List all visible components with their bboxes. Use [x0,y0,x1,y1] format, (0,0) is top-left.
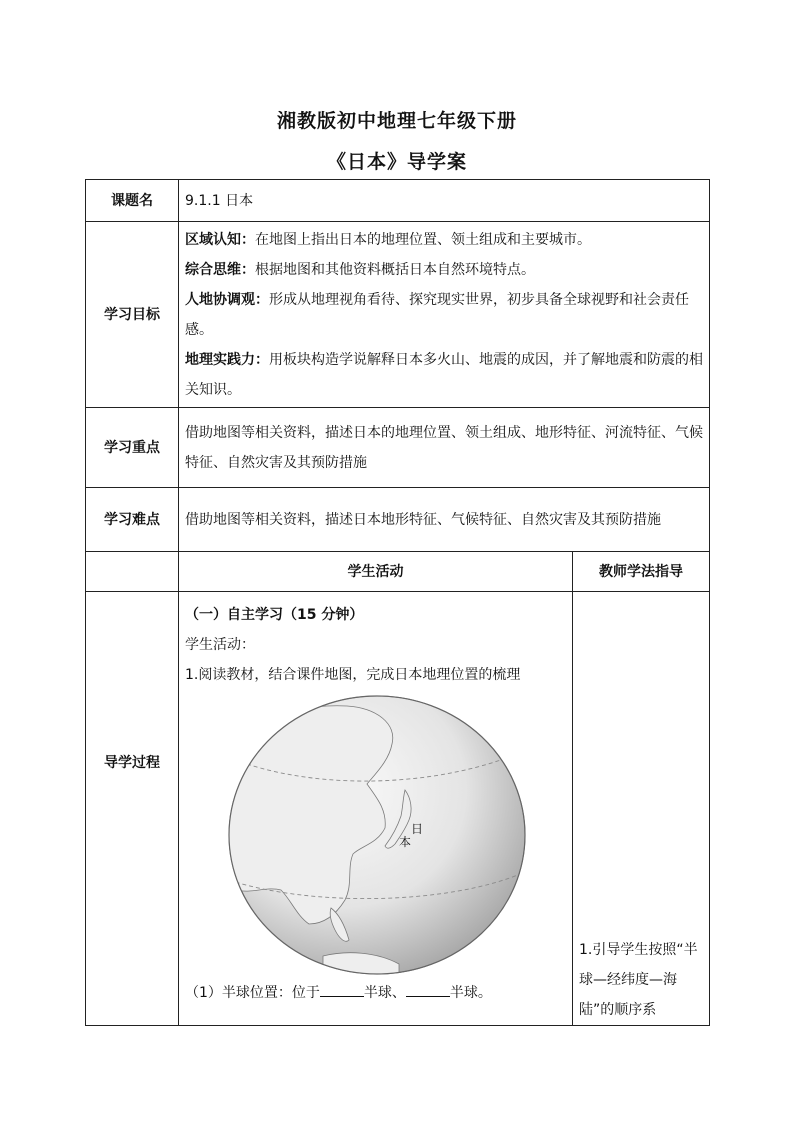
globe-map [227,694,527,976]
japan-map-label-bottom: 本 [399,835,412,849]
activity-intro: 学生活动： [185,637,255,653]
document-subtitle: 《日本》导学案 [326,151,467,173]
objective-item [185,345,703,405]
section-title: （一）自主学习（15 分钟） [185,607,364,623]
objectives-row [86,222,710,408]
objective-head: 人地协调观： [185,291,269,308]
objective-item [185,285,703,345]
objective-text: 形成从地理视角看待、探究现实世界，初步具备全球视野和社会责任感。 [185,291,689,338]
objective-item [185,225,703,255]
empty-header-cell [86,552,179,592]
objective-text: 用板块构造学说解释日本多火山、地震的成因，并了解地震和防震的相关知识。 [185,351,703,398]
objective-head: 地理实践力： [185,351,269,368]
document-title: 湘教版初中地理七年级下册 [276,110,517,132]
teacher-guide-content [573,592,710,1026]
teacher-guide-header: 教师学法指导 [573,552,710,592]
guide-text: 1.引导学生按照“半球—经纬度—海陆”的顺序系 [579,942,698,1018]
objective-text: 根据地图和其他资料概括日本自然环境特点。 [255,261,535,278]
globe-map-image [227,694,527,976]
objectives-label: 学习目标 [86,222,179,408]
task-1: 1.阅读教材，结合课件地图，完成日本地理位置的梳理 [185,667,521,683]
student-activity-content [179,592,573,1026]
difficulties-label: 学习难点 [86,488,179,552]
activity-header-row [86,552,710,592]
question-1-prefix: （1）半球位置：位于 [185,985,320,1001]
japan-map-label-top: 日 [411,822,424,836]
answer-blank-1[interactable] [320,982,364,997]
process-row [86,592,710,1026]
question-1-suffix: 半球。 [449,985,492,1001]
objectives-content [179,222,710,408]
answer-blank-2[interactable] [406,982,450,997]
objective-text: 在地图上指出日本的地理位置、领土组成和主要城市。 [255,231,591,248]
process-label: 导学过程 [86,592,179,1026]
key-points-text: 借助地图等相关资料，描述日本的地理位置、领土组成、地形特征、河流特征、气候特征、自然灾害及其预防措施 [179,408,710,488]
difficulties-text: 借助地图等相关资料，描述日本地形特征、气候特征、自然灾害及其预防措施 [179,488,710,552]
topic-label: 课题名 [86,180,179,222]
student-activity-header: 学生活动 [179,552,573,592]
question-1-mid: 半球、 [363,985,406,1001]
topic-value: 9.1.1 日本 [179,180,710,222]
key-points-row [86,408,710,488]
objective-head: 区域认知： [185,231,255,248]
key-points-label: 学习重点 [86,408,179,488]
objective-item [185,255,703,285]
difficulties-row [86,488,710,552]
question-1 [185,978,566,1008]
topic-row [86,180,710,222]
objective-head: 综合思维： [185,261,255,278]
lesson-plan-table [85,179,710,1026]
